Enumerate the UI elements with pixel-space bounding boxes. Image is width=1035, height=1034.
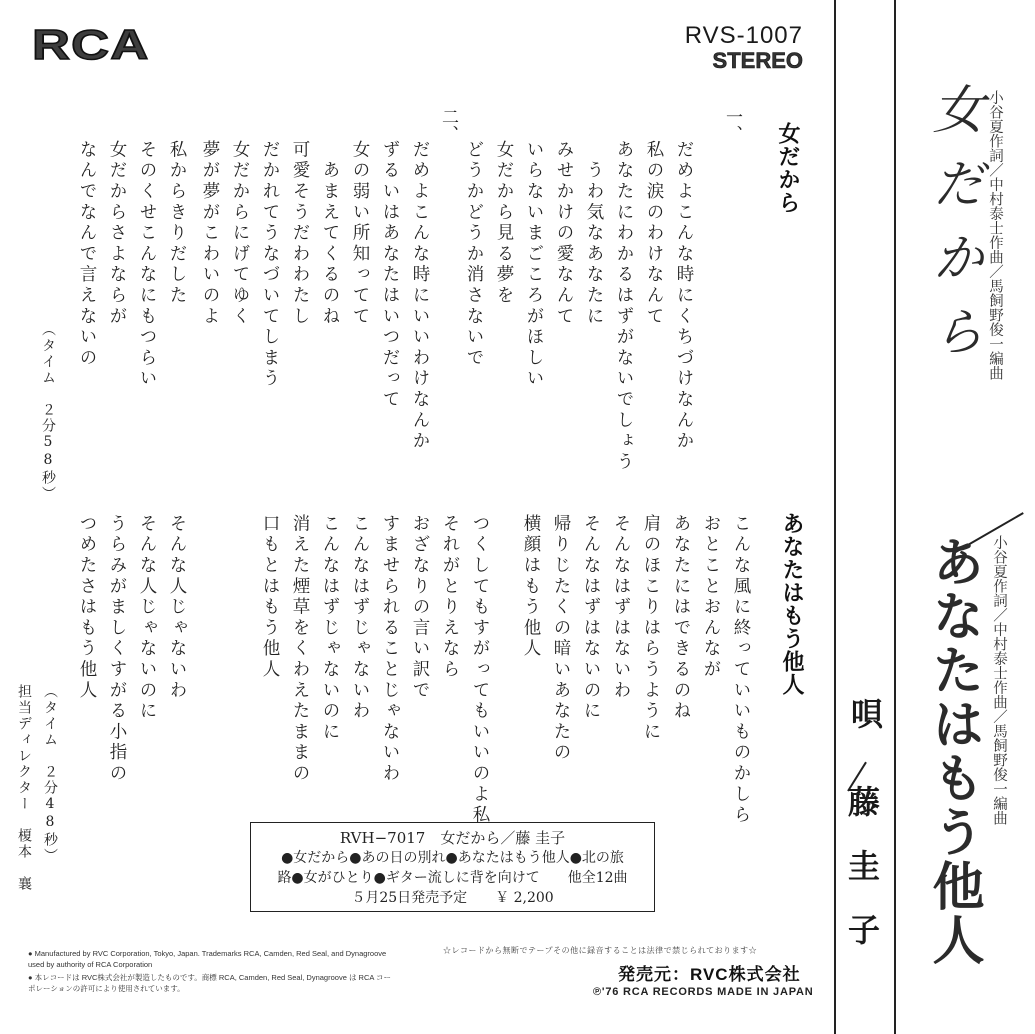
promo-line-4: ５月25日発売予定 ￥ 2,200 <box>351 890 554 906</box>
lyric-line: ずるいはあなたはいつだって <box>380 140 400 411</box>
lyric-line: 夢が夢がこわいのよ <box>200 140 220 328</box>
lyric-line: 可愛そうだわわたし <box>290 140 310 328</box>
lyric-line: うらみがましくすがる小指の <box>107 514 127 785</box>
lyric-line: すませられることじゃないわ <box>380 514 400 785</box>
lyric-line: みせかけの愛なんて <box>554 140 574 328</box>
stereo-label: STEREO <box>712 48 803 73</box>
rights-notice: ☆レコードから無断でテープその他に録音することは法律で禁じられております☆ <box>443 946 758 955</box>
lyric-line: だめよこんな時にくちづけなんか <box>674 140 694 452</box>
divider-rule-left <box>834 0 836 1034</box>
lyric-line: どうかどうか消さないで <box>464 140 484 369</box>
lyric-line: 口もとはもう他人 <box>260 514 280 681</box>
lyric-line: 肩のほこりはらうように <box>641 514 661 743</box>
director-credit: 担当ディレクター 榎本 襄 <box>16 684 32 892</box>
singer-prefix: 唄 <box>846 697 884 729</box>
lyric-line: いらないまごころがほしい <box>524 140 544 390</box>
lyric-line: なんでなんで言えないの <box>77 140 97 369</box>
lyric-line: つめたさはもう他人 <box>77 514 97 702</box>
lyric-line: 帰りじたくの暗いあなたの <box>551 514 571 764</box>
cover-credits-2: 小谷夏作詞／中村泰士作曲／馬飼野俊一編曲 <box>991 535 1007 825</box>
lyric-line: あまえてくるのね <box>320 140 340 328</box>
track-time-2: （タイム ２分48秒） <box>42 684 58 864</box>
cover-title-2: あなたはもう他人 <box>923 535 984 967</box>
divider-rule-right <box>894 0 896 1034</box>
lyric-line: こんなはずじゃないわ <box>350 514 370 722</box>
lyric-line: そのくせこんなにもつらい <box>137 140 157 390</box>
lyric-line: こんな風に終っていいものかしら <box>731 514 751 826</box>
lyric-line: それがとりえなら <box>440 514 460 681</box>
promo-line-1: RVH−7017 女だから／藤 圭子 <box>339 829 566 847</box>
verse-number-2: 二、 <box>438 108 458 142</box>
lyric-line: こんなはずじゃないのに <box>320 514 340 743</box>
lyric-line: 消えた煙草をくわえたままの <box>290 514 310 785</box>
song-title-1: 女だから <box>775 122 801 214</box>
copyright-notice: ℗'76 RCA RECORDS MADE IN JAPAN <box>593 986 814 998</box>
lyric-line: 女だからさよならが <box>107 140 127 328</box>
lyric-line: おざなりの言い訳で <box>410 514 430 702</box>
promo-line-3: 路●女がひとり●ギター流しに背を向けて 他全12曲 <box>277 870 628 886</box>
lyric-line: だかれてうなづいてしまう <box>260 140 280 390</box>
lyric-line: そんな人じゃないのに <box>137 514 157 722</box>
track-time-1: （タイム ２分58秒） <box>40 322 56 502</box>
promo-box <box>250 822 655 912</box>
legal-english: ● Manufactured by RVC Corporation, Tokyo, Japan. Trademarks RCA, Camden, Red Seal, and Dynagroove used by authority of RCA Corporation <box>28 949 387 969</box>
promo-line-2: ●女だから●あの日の別れ●あなたはもう他人●北の旅 <box>281 850 624 866</box>
lyric-line: だめよこんな時にいいわけなんか <box>410 140 430 452</box>
lyric-line: そんな人じゃないわ <box>167 514 187 702</box>
lyric-line: つくしてもすがってもいいのよ私 <box>470 514 490 826</box>
lyric-line: あなたにわかるはずがないでしょう <box>614 140 634 473</box>
lyric-line: そんなはずはないわ <box>611 514 631 702</box>
lyric-line: うわ気なあなたに <box>584 140 604 328</box>
lyric-line: 私からきりだした <box>167 140 187 307</box>
lyric-line: 女の弱い所知ってて <box>350 140 370 328</box>
song-title-2: あなたはもう他人 <box>779 512 805 696</box>
lyric-line: 女だから見る夢を <box>494 140 514 307</box>
distributor-label: 発売元：RVC株式会社 <box>618 965 801 984</box>
lyric-line: 横顔はもう他人 <box>521 514 541 660</box>
cover-title-1: 女だから <box>923 82 983 378</box>
legal-japanese: ● 本レコードは RVC株式会社が製造したものです。商標 RCA, Camden, Red Seal, Dynagroove は RCA コーポレーションの許可により使用されています。 <box>28 973 392 993</box>
lyric-line: おとことおんなが <box>701 514 721 681</box>
singer-name: 藤 圭 子 <box>843 785 881 945</box>
cover-credits-1: 小谷夏作詞／中村泰士作曲／馬飼野俊一編曲 <box>987 90 1003 380</box>
verse-number-1: 一、 <box>722 108 742 142</box>
lyric-line: 私の涙のわけなんて <box>644 140 664 328</box>
lyric-line: そんなはずはないのに <box>581 514 601 722</box>
catalog-number: RVS-1007 <box>684 22 803 49</box>
lyric-line: 女だからにげてゆく <box>230 140 250 328</box>
lyric-line: あなたにはできるのね <box>671 514 691 722</box>
rca-logo: RCA <box>32 21 150 68</box>
